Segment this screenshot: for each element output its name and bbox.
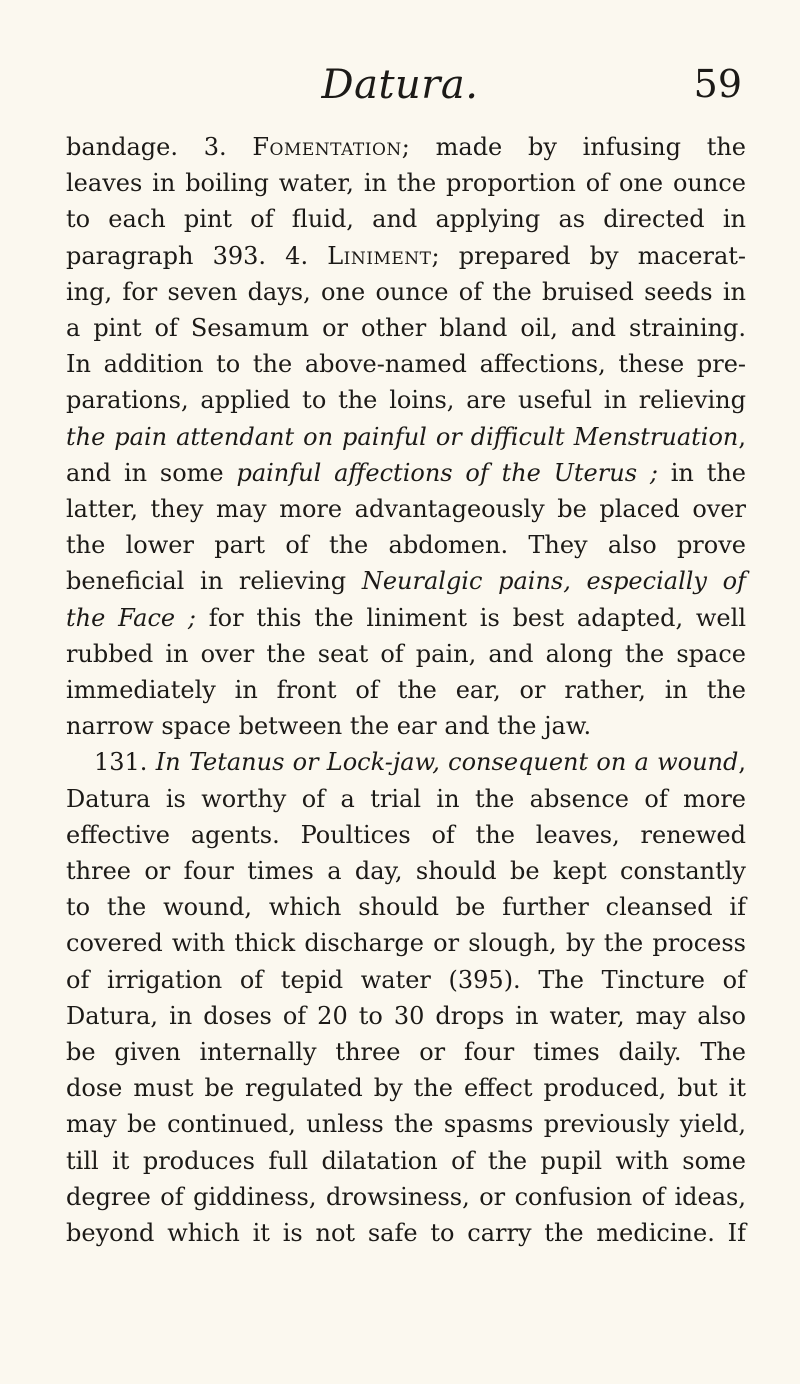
text-line — [66, 382, 746, 418]
text-run: parations, applied to the loins, are useful in relieving — [66, 386, 746, 415]
text-line — [66, 1143, 746, 1179]
text-line — [66, 672, 746, 708]
text-line — [66, 527, 746, 563]
italic-text: painful affections of the Uterus ; — [236, 458, 658, 487]
text-run: ; prepared by macerat- — [431, 241, 746, 270]
text-run: the lower part of the abdomen. They also prove — [66, 531, 746, 560]
italic-text: the Face ; — [66, 603, 196, 632]
text-line — [66, 1106, 746, 1142]
text-line — [66, 238, 746, 274]
text-run: Datura is worthy of a trial in the absence of more — [66, 784, 746, 813]
page-number: 59 — [693, 62, 742, 106]
text-run: for this the liniment is best adapted, well — [195, 603, 746, 632]
text-line — [66, 708, 746, 744]
text-run: dose must be regulated by the effect produced, but it — [66, 1074, 746, 1103]
text-line — [66, 636, 746, 672]
text-run: immediately in front of the ear, or rather, in the — [66, 676, 746, 705]
small-caps-term: Fomentation — [252, 133, 402, 161]
text-line — [66, 310, 746, 346]
text-run: in the — [657, 458, 746, 487]
text-line — [66, 1070, 746, 1106]
text-line — [66, 563, 746, 599]
text-line — [66, 853, 746, 889]
text-run: degree of giddiness, drowsiness, or confusion of ideas, — [66, 1182, 746, 1211]
text-run: Datura, in doses of 20 to 30 drops in water, may also — [66, 1001, 746, 1030]
text-run: leaves in boiling water, in the proportion of one ounce — [66, 169, 746, 198]
text-line — [66, 129, 746, 165]
text-run: beyond which it is not safe to carry the medicine. If — [66, 1219, 746, 1248]
text-line — [66, 1215, 746, 1251]
small-caps-term: Liniment — [327, 241, 432, 270]
text-line — [66, 600, 746, 636]
text-run: a pint of Sesamum or other bland oil, and straining. — [66, 314, 746, 343]
text-line — [66, 925, 746, 961]
text-line — [66, 998, 746, 1034]
text-run: paragraph 393. 4. — [66, 241, 328, 270]
text-run: covered with thick discharge or slough, by the process — [66, 929, 746, 958]
text-line — [66, 419, 746, 455]
italic-text: In Tetanus or Lock-jaw, consequent on a wound — [155, 748, 739, 777]
text-line — [66, 1034, 746, 1070]
text-run: till it produces full dilatation of the pupil with some — [66, 1146, 746, 1175]
text-run: narrow space between the ear and the jaw. — [66, 712, 592, 741]
running-title: Datura. — [321, 62, 479, 108]
text-run: to the wound, which should be further cleansed if — [66, 893, 746, 922]
text-line — [66, 274, 746, 310]
text-run: and in some — [66, 458, 237, 487]
text-line — [66, 962, 746, 998]
text-run: 131. — [94, 748, 156, 777]
text-run: rubbed in over the seat of pain, and along the space — [66, 639, 746, 668]
page-header — [0, 58, 800, 108]
text-run: ing, for seven days, one ounce of the bruised seeds in — [66, 277, 746, 306]
text-line — [66, 817, 746, 853]
text-run: three or four times a day, should be kept constantly — [66, 857, 746, 886]
text-run: bandage. 3. — [66, 133, 253, 161]
text-run: In addition to the above-named affections, these pre- — [66, 350, 746, 379]
body-text — [66, 129, 746, 1251]
text-run: latter, they may more advantageously be placed over — [66, 495, 746, 524]
text-line — [66, 889, 746, 925]
text-line — [66, 491, 746, 527]
text-line — [66, 346, 746, 382]
text-line — [66, 744, 746, 780]
text-run: effective agents. Poultices of the leaves, renewed — [66, 820, 746, 849]
text-run: beneficial in relieving — [66, 567, 362, 596]
italic-text: Neuralgic pains, especially of — [361, 567, 746, 596]
text-line — [66, 781, 746, 817]
italic-text: the pain attendant on painful or difficult Menstruation — [66, 422, 739, 451]
text-run: , — [738, 422, 746, 451]
text-run: of irrigation of tepid water (395). The Tincture of — [66, 965, 746, 994]
text-run: to each pint of fluid, and applying as directed in — [66, 205, 746, 234]
text-line — [66, 1179, 746, 1215]
text-line — [66, 455, 746, 491]
text-run: , — [738, 748, 746, 777]
text-run: ; made by infusing the — [401, 133, 747, 161]
text-run: may be continued, unless the spasms previously yield, — [66, 1110, 746, 1139]
text-line — [66, 201, 746, 237]
text-line — [66, 165, 746, 201]
text-run: be given internally three or four times daily. The — [66, 1038, 746, 1067]
